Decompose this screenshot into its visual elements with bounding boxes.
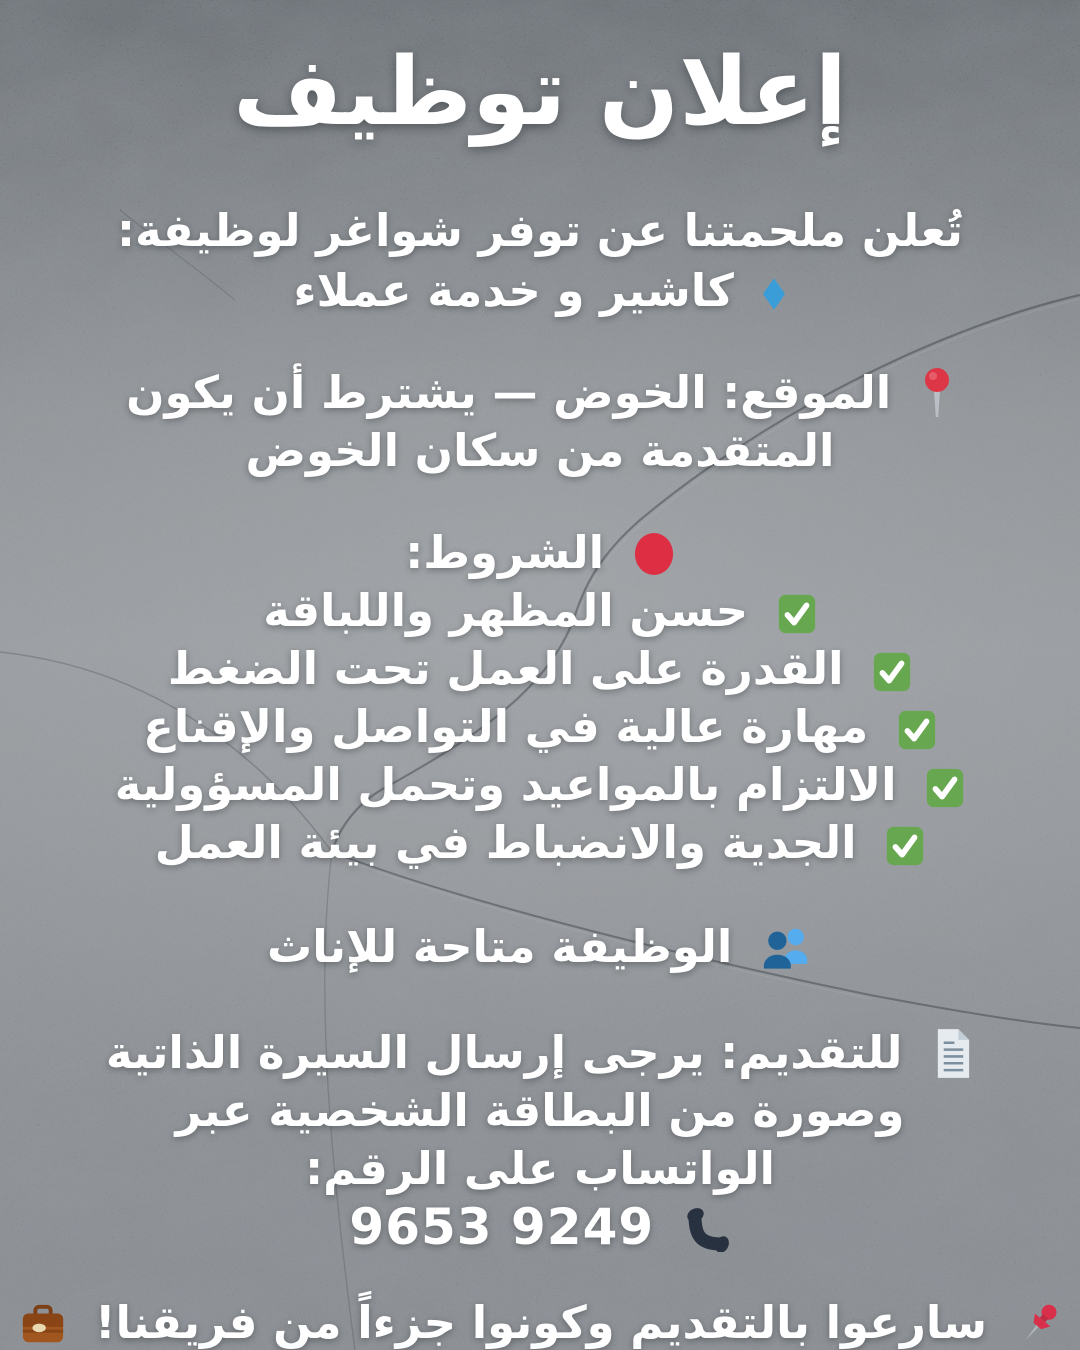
check-icon: [897, 709, 937, 751]
cta-line: [0, 1294, 1080, 1350]
requirement-item: [0, 698, 1080, 756]
document-icon: [931, 1027, 974, 1080]
eligibility-text: الوظيفة متاحة للإناث: [267, 919, 733, 973]
page-title: إعلان توظيف: [233, 38, 847, 147]
position-line: [0, 262, 1080, 320]
check-icon: [925, 767, 965, 809]
briefcase-icon: [20, 1303, 66, 1347]
people-icon: [761, 924, 813, 971]
requirement-text: مهارة عالية في التواصل والإقناع: [143, 699, 869, 753]
location-text: الموقع: الخوض — يشترط أن يكون المتقدمة من سكان الخوض: [126, 365, 892, 477]
requirement-item: [0, 582, 1080, 640]
check-icon: [777, 593, 817, 635]
application-line: [85, 1024, 995, 1198]
application-text: للتقديم: يرجى إرسال السيرة الذاتية وصورة من البطاقة الشخصية عبر الواتساب على الرقم:: [105, 1025, 905, 1195]
intro-line: [0, 202, 1080, 260]
eligibility-line: [0, 918, 1080, 976]
location-line: [85, 364, 995, 480]
requirements-heading: [0, 524, 1080, 582]
cta-text: سارعوا بالتقديم وكونوا جزءاً من فريقنا!: [94, 1295, 988, 1349]
requirement-text: القدرة على العمل تحت الضغط: [167, 641, 844, 695]
requirement-text: الالتزام بالمواعيد وتحمل المسؤولية: [114, 757, 897, 811]
red-circle-icon: [633, 531, 675, 577]
check-icon: [872, 651, 912, 693]
phone-icon: [685, 1206, 731, 1252]
requirement-item: [0, 756, 1080, 814]
pushpin-icon: [1016, 1300, 1060, 1350]
round-pushpin-icon: [920, 364, 954, 422]
position-text: كاشير و خدمة عملاء: [293, 263, 734, 317]
phone-number: 9653 9249: [349, 1197, 655, 1256]
requirement-text: حسن المظهر واللباقة: [263, 583, 749, 637]
requirement-item: [0, 814, 1080, 872]
requirement-item: [0, 640, 1080, 698]
requirement-text: الجدية والانضباط في بيئة العمل: [154, 815, 857, 869]
small-blue-diamond-icon: [762, 277, 786, 311]
check-icon: [885, 825, 925, 867]
requirements-heading-text: الشروط:: [405, 525, 605, 579]
requirements-list: [0, 582, 1080, 872]
intro-text: تُعلن ملحمتنا عن توفر شواغر لوظيفة:: [117, 203, 963, 257]
phone-line: [0, 1198, 1080, 1256]
